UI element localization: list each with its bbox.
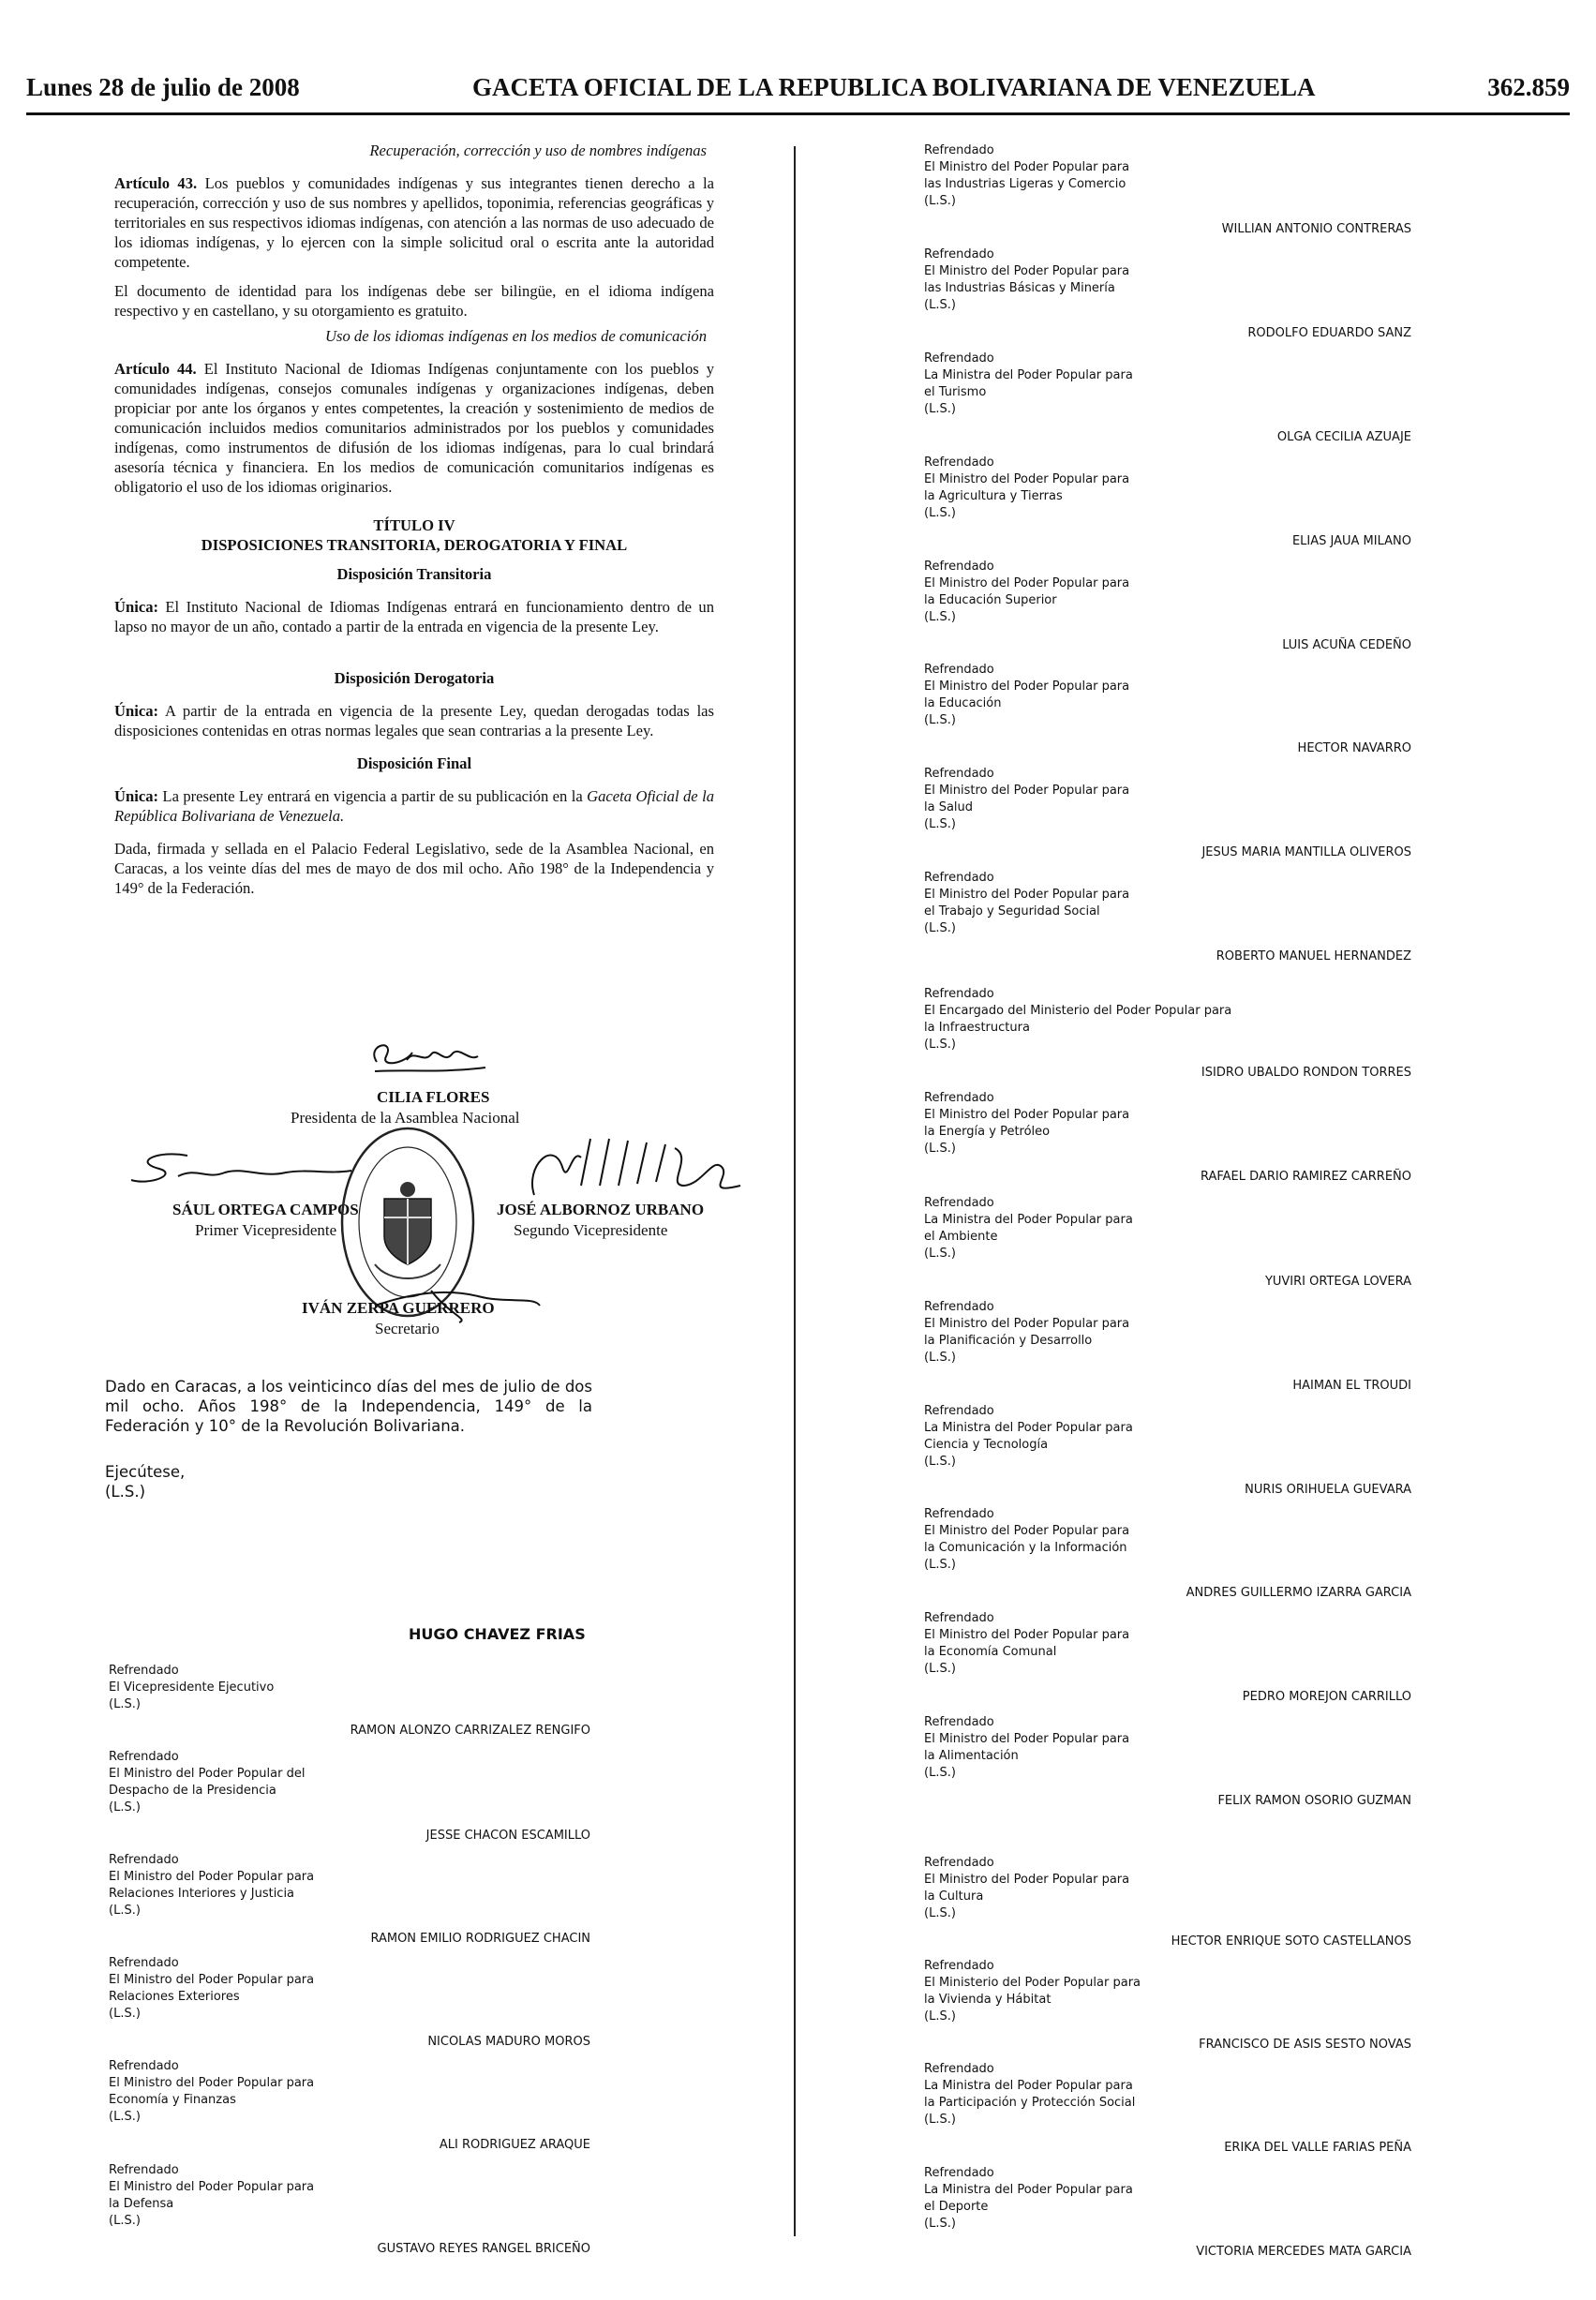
minister-title-line: la Salud xyxy=(924,800,974,814)
header-rule xyxy=(26,112,1570,115)
minister-name: WILLIAN ANTONIO CONTRERAS xyxy=(1221,222,1411,236)
article-43-paragraph-2: El documento de identidad para los indígenas debe ser bilingüe, en el idioma indígena respectivo y en castellano, y su otorgamiento es gratuito. xyxy=(114,282,714,320)
titulo-subheading: DISPOSICIONES TRANSITORIA, DEROGATORIA Y FINAL xyxy=(201,536,628,554)
article-43-label: Artículo 43. xyxy=(114,174,198,192)
minister-title-line: la Comunicación y la Información xyxy=(924,1541,1127,1555)
minister-name: PEDRO MOREJON CARRILLO xyxy=(1242,1690,1411,1704)
minister-title-line: El Ministro del Poder Popular para xyxy=(924,1732,1130,1746)
minister-entry xyxy=(924,870,1411,963)
minister-ls: (L.S.) xyxy=(924,2217,956,2231)
minister-ls: (L.S.) xyxy=(924,402,956,416)
minister-title-line: las Industrias Básicas y Minería xyxy=(924,281,1115,295)
minister-refrendado: Refrendado xyxy=(924,143,994,157)
minister-refrendado: Refrendado xyxy=(924,456,994,470)
minister-refrendado: Refrendado xyxy=(109,1664,179,1678)
minister-ls: (L.S.) xyxy=(924,1247,956,1261)
minister-entry xyxy=(924,1403,1411,1497)
minister-refrendado: Refrendado xyxy=(924,1091,994,1105)
minister-ls: (L.S.) xyxy=(924,1558,956,1572)
minister-name: ERIKA DEL VALLE FARIAS PEÑA xyxy=(1224,2141,1411,2155)
vp1-role: Primer Vicepresidente xyxy=(195,1221,337,1239)
minister-title-line: El Vicepresidente Ejecutivo xyxy=(109,1680,275,1695)
minister-title-line: el Turismo xyxy=(924,385,987,399)
minister-ls: (L.S.) xyxy=(109,2110,141,2124)
minister-entry xyxy=(924,1610,1411,1704)
minister-name: HECTOR NAVARRO xyxy=(1297,741,1411,755)
minister-ls: (L.S.) xyxy=(924,1142,956,1156)
president-republic-name: HUGO CHAVEZ FRIAS xyxy=(409,1625,586,1643)
minister-entry xyxy=(924,1090,1411,1184)
article-43-text: Los pueblos y comunidades indígenas y sus integrantes tienen derecho a la recuperación, corrección y uso de sus nombres y apellidos, toponimia, referencias geográficas y territoriales en sus respectivos idiomas indígenas, con atención a las normas de uso adecuado de los idiomas indígenas, y lo ejercen con la simple solicitud oral o escrita ante la autoridad competente. xyxy=(114,174,714,271)
minister-name: LUIS ACUÑA CEDEÑO xyxy=(1282,638,1411,652)
minister-refrendado: Refrendado xyxy=(924,1611,994,1625)
minister-refrendado: Refrendado xyxy=(924,663,994,677)
minister-title-line: La Ministra del Poder Popular para xyxy=(924,368,1133,382)
minister-entry xyxy=(924,1506,1411,1600)
ejecutese-text: Ejecútese, xyxy=(105,1463,186,1481)
minister-refrendado: Refrendado xyxy=(924,1300,994,1314)
minister-title-line: El Encargado del Ministerio del Poder Popular para xyxy=(924,1004,1232,1018)
minister-entry xyxy=(109,2058,590,2152)
minister-name: ISIDRO UBALDO RONDON TORRES xyxy=(1201,1066,1411,1080)
minister-ls: (L.S.) xyxy=(924,921,956,935)
minister-title-line: El Ministro del Poder Popular para xyxy=(109,1973,315,1987)
minister-title-line: el Deporte xyxy=(924,2200,989,2214)
section-title-names: Recuperación, corrección y uso de nombres indígenas xyxy=(369,142,707,159)
minister-name: FELIX RAMON OSORIO GUZMAN xyxy=(1217,1794,1411,1808)
minister-name: FRANCISCO DE ASIS SESTO NOVAS xyxy=(1199,2038,1411,2052)
president-assembly-name: CILIA FLORES xyxy=(377,1088,490,1106)
minister-title-line: El Ministro del Poder Popular para xyxy=(924,784,1130,798)
minister-name: HAIMAN EL TROUDI xyxy=(1292,1379,1411,1393)
minister-refrendado: Refrendado xyxy=(109,2163,179,2177)
vp2-name: JOSÉ ALBORNOZ URBANO xyxy=(497,1201,705,1218)
ejecutese-block xyxy=(105,1462,185,1501)
minister-name: VICTORIA MERCEDES MATA GARCIA xyxy=(1196,2245,1411,2259)
minister-title-line: el Ambiente xyxy=(924,1230,998,1244)
president-assembly-role: Presidenta de la Asamblea Nacional xyxy=(291,1109,520,1127)
minister-refrendado: Refrendado xyxy=(924,1404,994,1418)
minister-title-line: la Planificación y Desarrollo xyxy=(924,1334,1093,1348)
article-44 xyxy=(114,359,714,497)
minister-title-line: El Ministro del Poder Popular para xyxy=(924,472,1130,486)
minister-entry xyxy=(109,1852,590,1946)
minister-refrendado: Refrendado xyxy=(924,1715,994,1729)
minister-ls: (L.S.) xyxy=(109,2007,141,2021)
titulo-heading: TÍTULO IV xyxy=(373,516,455,534)
disposicion-transitoria-label: Única: xyxy=(114,598,159,616)
minister-ls: (L.S.) xyxy=(109,1904,141,1918)
secretary-role: Secretario xyxy=(375,1320,440,1337)
minister-title-line: la Agricultura y Tierras xyxy=(924,489,1063,503)
minister-title-line: El Ministro del Poder Popular del xyxy=(109,1767,306,1781)
minister-name: JESUS MARIA MANTILLA OLIVEROS xyxy=(1201,845,1411,859)
minister-name: GUSTAVO REYES RANGEL BRICEÑO xyxy=(377,2242,590,2256)
minister-entry xyxy=(924,986,1411,1080)
minister-name: ANDRES GUILLERMO IZARRA GARCIA xyxy=(1186,1586,1411,1600)
minister-refrendado: Refrendado xyxy=(924,987,994,1001)
minister-title-line: las Industrias Ligeras y Comercio xyxy=(924,177,1126,191)
minister-entry xyxy=(924,1855,1411,1949)
signature-jose-albornoz xyxy=(515,1129,750,1204)
header-title: GACETA OFICIAL DE LA REPUBLICA BOLIVARIANA DE VENEZUELA xyxy=(472,73,1316,101)
minister-refrendado: Refrendado xyxy=(109,2059,179,2073)
ejecutese-ls: (L.S.) xyxy=(105,1483,146,1501)
minister-name: RAMON EMILIO RODRIGUEZ CHACIN xyxy=(370,1932,590,1946)
minister-title-line: La Ministra del Poder Popular para xyxy=(924,2079,1133,2093)
header-page-number: 362.859 xyxy=(1487,73,1570,101)
minister-title-line: El Ministro del Poder Popular para xyxy=(924,264,1130,278)
minister-ls: (L.S.) xyxy=(924,817,956,831)
dado-caracas-text: Dado en Caracas, a los veinticinco días del mes de julio de dos mil ocho. Años 198° de la Independencia, 149° de la Federación y 10° de la Revolución Bolivariana. xyxy=(105,1378,592,1435)
minister-refrendado: Refrendado xyxy=(924,1196,994,1210)
minister-entry xyxy=(924,559,1411,652)
minister-ls: (L.S.) xyxy=(924,1351,956,1365)
minister-entry xyxy=(924,2061,1411,2155)
minister-title-line: la Cultura xyxy=(924,1889,984,1904)
minister-title-line: el Trabajo y Seguridad Social xyxy=(924,904,1100,919)
minister-ls: (L.S.) xyxy=(109,1800,141,1815)
minister-title-line: El Ministerio del Poder Popular para xyxy=(924,1976,1141,1990)
signature-block xyxy=(122,1036,740,1382)
minister-title-line: La Ministra del Poder Popular para xyxy=(924,1213,1133,1227)
minister-ls: (L.S.) xyxy=(924,713,956,727)
minister-entry xyxy=(924,2165,1411,2259)
minister-refrendado: Refrendado xyxy=(924,560,994,574)
minister-title-line: Ciencia y Tecnología xyxy=(924,1438,1049,1452)
secretary-name: IVÁN ZERPA GUERRERO xyxy=(302,1299,495,1317)
minister-entry xyxy=(924,1195,1411,1289)
vp1-name: SÁUL ORTEGA CAMPOS xyxy=(172,1201,359,1218)
minister-refrendado: Refrendado xyxy=(924,1959,994,1973)
minister-title-line: la Participación y Protección Social xyxy=(924,2096,1136,2110)
minister-refrendado: Refrendado xyxy=(924,351,994,366)
minister-ls: (L.S.) xyxy=(924,194,956,208)
minister-entry xyxy=(924,662,1411,755)
minister-ls: (L.S.) xyxy=(924,506,956,520)
disposicion-transitoria xyxy=(114,597,714,636)
minister-title-line: La Ministra del Poder Popular para xyxy=(924,2183,1133,2197)
minister-name: JESSE CHACON ESCAMILLO xyxy=(425,1829,590,1843)
page-header xyxy=(26,73,1570,111)
minister-title-line: El Ministro del Poder Popular para xyxy=(109,2076,315,2090)
minister-ls: (L.S.) xyxy=(924,1766,956,1780)
minister-name: YUVIRI ORTEGA LOVERA xyxy=(1264,1275,1411,1289)
minister-title-line: El Ministro del Poder Popular para xyxy=(924,1317,1130,1331)
minister-ls: (L.S.) xyxy=(924,1662,956,1676)
minister-title-line: El Ministro del Poder Popular para xyxy=(924,576,1130,590)
minister-title-line: Relaciones Interiores y Justicia xyxy=(109,1887,295,1901)
minister-ls: (L.S.) xyxy=(924,610,956,624)
dada-asamblea: Dada, firmada y sellada en el Palacio Federal Legislativo, sede de la Asamblea Nacional, en Caracas, a los veinte días del mes de mayo de dos mil ocho. Año 198° de la Independencia y 149° de la Federación. xyxy=(114,840,714,897)
minister-entry xyxy=(924,1958,1411,2052)
minister-ls: (L.S.) xyxy=(924,2009,956,2024)
minister-title-line: la Infraestructura xyxy=(924,1021,1030,1035)
minister-title-line: la Educación xyxy=(924,696,1002,710)
section-title-media: Uso de los idiomas indígenas en los medios de comunicación xyxy=(325,327,707,345)
minister-ls: (L.S.) xyxy=(924,298,956,312)
minister-ls: (L.S.) xyxy=(924,1906,956,1920)
disposicion-transitoria-text: El Instituto Nacional de Idiomas Indígenas entrará en funcionamiento dentro de un lapso no mayor de un año, contado a partir de la entrada en vigencia de la presente Ley. xyxy=(114,598,714,635)
left-column xyxy=(114,141,714,898)
signature-cilia-flores xyxy=(358,1036,489,1079)
minister-title-line: El Ministro del Poder Popular para xyxy=(924,888,1130,902)
minister-refrendado: Refrendado xyxy=(109,1853,179,1867)
disposicion-derogatoria-text: A partir de la entrada en vigencia de la presente Ley, quedan derogadas todas las disposiciones contenidas en otras normas legales que sean contrarias a la presente Ley. xyxy=(114,702,714,739)
article-44-label: Artículo 44. xyxy=(114,360,197,378)
minister-title-line: la Educación Superior xyxy=(924,593,1057,607)
disposicion-derogatoria-title: Disposición Derogatoria xyxy=(334,669,495,687)
minister-entry xyxy=(924,455,1411,548)
minister-entry xyxy=(924,246,1411,340)
article-44-text: El Instituto Nacional de Idiomas Indígenas conjuntamente con los pueblos y comunidades indígenas, consejos comunales indígenas y organizaciones indígenas, deben propiciar por ante los órganos y entes competentes, la creación y sostenimiento de medios de comunicación incluidos medios comunitarios administrados por los pueblos y comunidades indígenas, como instrumentos de difusión de los idiomas indígenas, para lo cual brindará asesoría técnica y financiera. En los medios de comunicación comunitarios indígenas es obligatorio el uso de los idiomas originarios. xyxy=(114,360,714,496)
minister-name: RAMON ALONZO CARRIZALEZ RENGIFO xyxy=(350,1724,590,1738)
minister-entry xyxy=(924,766,1411,859)
minister-name: NICOLAS MADURO MOROS xyxy=(427,2035,590,2049)
minister-refrendado: Refrendado xyxy=(109,1750,179,1764)
minister-name: ROBERTO MANUEL HERNANDEZ xyxy=(1216,949,1411,963)
minister-ls: (L.S.) xyxy=(924,1455,956,1469)
minister-name: ALI RODRIGUEZ ARAQUE xyxy=(439,2138,590,2152)
minister-title-line: La Ministra del Poder Popular para xyxy=(924,1421,1133,1435)
minister-entry xyxy=(109,1663,590,1738)
minister-title-line: El Ministro del Poder Popular para xyxy=(109,2180,315,2194)
minister-name: ELIAS JAUA MILANO xyxy=(1291,534,1411,548)
minister-ls: (L.S.) xyxy=(924,1038,956,1052)
minister-entry xyxy=(924,1299,1411,1393)
column-separator xyxy=(794,146,796,2236)
minister-entry xyxy=(924,351,1411,444)
disposicion-final xyxy=(114,786,714,826)
minister-name: RODOLFO EDUARDO SANZ xyxy=(1247,326,1411,340)
minister-name: OLGA CECILIA AZUAJE xyxy=(1276,430,1411,444)
minister-refrendado: Refrendado xyxy=(109,1956,179,1970)
minister-title-line: El Ministro del Poder Popular para xyxy=(924,1108,1130,1122)
article-43 xyxy=(114,173,714,272)
vp2-role: Segundo Vicepresidente xyxy=(514,1221,668,1239)
minister-title-line: la Energía y Petróleo xyxy=(924,1125,1051,1139)
minister-title-line: El Ministro del Poder Popular para xyxy=(924,1873,1130,1887)
minister-entry xyxy=(109,2162,590,2256)
minister-title-line: Despacho de la Presidencia xyxy=(109,1784,276,1798)
disposicion-final-title: Disposición Final xyxy=(356,754,472,772)
minister-ls: (L.S.) xyxy=(109,2214,141,2228)
signature-saul-ortega xyxy=(122,1148,356,1204)
minister-ls: (L.S.) xyxy=(109,1697,141,1711)
minister-refrendado: Refrendado xyxy=(924,1507,994,1521)
minister-title-line: la Vivienda y Hábitat xyxy=(924,1993,1052,2007)
minister-entry xyxy=(924,142,1411,236)
minister-refrendado: Refrendado xyxy=(924,767,994,781)
minister-title-line: El Ministro del Poder Popular para xyxy=(924,680,1130,694)
minister-title-line: la Alimentación xyxy=(924,1749,1019,1763)
minister-title-line: El Ministro del Poder Popular para xyxy=(924,1628,1130,1642)
disposicion-derogatoria-label: Única: xyxy=(114,702,159,720)
minister-entry xyxy=(924,1714,1411,1808)
minister-title-line: El Ministro del Poder Popular para xyxy=(109,1870,315,1884)
minister-title-line: Economía y Finanzas xyxy=(109,2093,236,2107)
disposicion-transitoria-title: Disposición Transitoria xyxy=(336,565,492,583)
minister-name: NURIS ORIHUELA GUEVARA xyxy=(1245,1483,1411,1497)
minister-title-line: la Economía Comunal xyxy=(924,1645,1057,1659)
minister-refrendado: Refrendado xyxy=(924,2166,994,2180)
disposicion-final-label: Única: xyxy=(114,787,159,805)
disposicion-final-gazette: Gaceta Oficial de la República Bolivariana de Venezuela. xyxy=(114,787,714,825)
minister-entry xyxy=(109,1955,590,2049)
minister-refrendado: Refrendado xyxy=(924,2062,994,2076)
minister-refrendado: Refrendado xyxy=(924,1856,994,1870)
minister-title-line: El Ministro del Poder Popular para xyxy=(924,1524,1130,1538)
disposicion-final-text: La presente Ley entrará en vigencia a partir de su publicación en la xyxy=(158,787,588,805)
minister-name: RAFAEL DARIO RAMIREZ CARREÑO xyxy=(1200,1170,1411,1184)
dado-caracas xyxy=(105,1377,592,1436)
minister-refrendado: Refrendado xyxy=(924,871,994,885)
disposicion-derogatoria xyxy=(114,701,714,740)
minister-title-line: El Ministro del Poder Popular para xyxy=(924,160,1130,174)
minister-refrendado: Refrendado xyxy=(924,247,994,261)
minister-title-line: la Defensa xyxy=(109,2197,174,2211)
minister-title-line: Relaciones Exteriores xyxy=(109,1990,240,2004)
header-date: Lunes 28 de julio de 2008 xyxy=(26,73,300,101)
minister-ls: (L.S.) xyxy=(924,2113,956,2127)
minister-name: HECTOR ENRIQUE SOTO CASTELLANOS xyxy=(1171,1934,1411,1949)
minister-entry xyxy=(109,1749,590,1843)
